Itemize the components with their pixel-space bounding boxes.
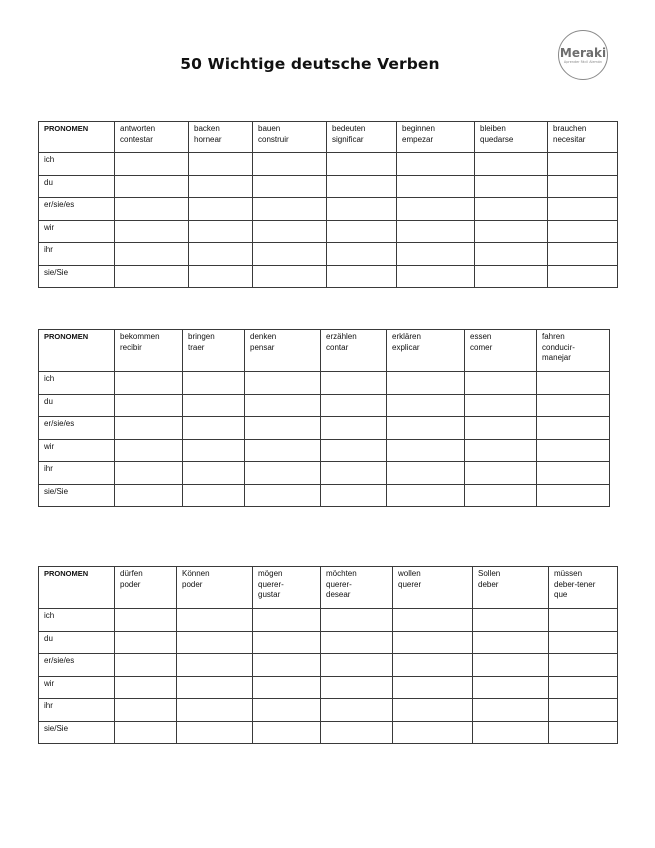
- table-row: [39, 609, 618, 632]
- answer-cell[interactable]: [115, 676, 177, 699]
- verb-spanish: quedarse: [480, 134, 514, 144]
- verb-german: Sollen: [478, 569, 501, 578]
- verb-german: Können: [182, 569, 210, 578]
- answer-cell[interactable]: [253, 198, 327, 221]
- verb-header: [115, 330, 183, 372]
- answer-cell[interactable]: [537, 372, 610, 395]
- pronouns-header: PRONOMEN: [39, 567, 115, 609]
- pronoun-cell: ihr: [39, 243, 115, 266]
- answer-cell[interactable]: [548, 153, 618, 176]
- verb-german: bauen: [258, 124, 281, 133]
- verb-header: [387, 330, 465, 372]
- answer-cell[interactable]: [183, 372, 245, 395]
- answer-cell[interactable]: [115, 484, 183, 507]
- answer-cell[interactable]: [177, 654, 253, 677]
- answer-cell[interactable]: [321, 654, 393, 677]
- pronouns-header: PRONOMEN: [39, 330, 115, 372]
- pronoun-cell: er/sie/es: [39, 654, 115, 677]
- answer-cell[interactable]: [393, 654, 473, 677]
- answer-cell[interactable]: [393, 676, 473, 699]
- verb-header: [115, 567, 177, 609]
- answer-cell[interactable]: [177, 721, 253, 744]
- verb-spanish: deber: [478, 579, 499, 589]
- answer-cell[interactable]: [253, 699, 321, 722]
- verb-german: essen: [470, 332, 492, 341]
- verb-spanish: significar: [332, 134, 364, 144]
- verb-spanish: hornear: [194, 134, 222, 144]
- verb-german: denken: [250, 332, 277, 341]
- table-row: [39, 243, 618, 266]
- answer-cell[interactable]: [183, 394, 245, 417]
- verb-german: beginnen: [402, 124, 435, 133]
- answer-cell[interactable]: [549, 631, 618, 654]
- answer-cell[interactable]: [321, 462, 387, 485]
- pronoun-cell: ich: [39, 153, 115, 176]
- answer-cell[interactable]: [475, 220, 548, 243]
- answer-cell[interactable]: [115, 721, 177, 744]
- pronoun-cell: wir: [39, 439, 115, 462]
- answer-cell[interactable]: [253, 721, 321, 744]
- answer-cell[interactable]: [115, 417, 183, 440]
- verb-header: [327, 122, 397, 153]
- answer-cell[interactable]: [253, 654, 321, 677]
- answer-cell[interactable]: [321, 699, 393, 722]
- verb-header: [465, 330, 537, 372]
- verb-german: müssen: [554, 569, 583, 578]
- pronoun-cell: ich: [39, 372, 115, 395]
- answer-cell[interactable]: [253, 153, 327, 176]
- table-row: [39, 676, 618, 699]
- answer-cell[interactable]: [183, 439, 245, 462]
- answer-cell[interactable]: [253, 676, 321, 699]
- answer-cell[interactable]: [245, 394, 321, 417]
- answer-cell[interactable]: [115, 654, 177, 677]
- verb-header: [189, 122, 253, 153]
- pronoun-cell: ich: [39, 609, 115, 632]
- answer-cell[interactable]: [115, 462, 183, 485]
- answer-cell[interactable]: [253, 609, 321, 632]
- verb-spanish: necesitar: [553, 134, 586, 144]
- answer-cell[interactable]: [327, 175, 397, 198]
- answer-cell[interactable]: [245, 372, 321, 395]
- answer-cell[interactable]: [189, 153, 253, 176]
- answer-cell[interactable]: [321, 631, 393, 654]
- table-row: [39, 631, 618, 654]
- answer-cell[interactable]: [321, 417, 387, 440]
- verb-spanish: contestar: [120, 134, 153, 144]
- answer-cell[interactable]: [321, 484, 387, 507]
- answer-cell[interactable]: [548, 220, 618, 243]
- answer-cell[interactable]: [115, 394, 183, 417]
- verb-header: [548, 122, 618, 153]
- pronoun-cell: du: [39, 175, 115, 198]
- answer-cell[interactable]: [115, 175, 189, 198]
- verb-header: [397, 122, 475, 153]
- answer-cell[interactable]: [177, 631, 253, 654]
- answer-cell[interactable]: [115, 631, 177, 654]
- verb-header: [253, 122, 327, 153]
- verb-table-1: [38, 121, 618, 288]
- table-row: [39, 175, 618, 198]
- table-row: [39, 417, 610, 440]
- verb-spanish: comer: [470, 342, 493, 352]
- answer-cell[interactable]: [253, 265, 327, 288]
- answer-cell[interactable]: [475, 243, 548, 266]
- verb-spanish: poder: [120, 579, 141, 589]
- verb-german: dürfen: [120, 569, 143, 578]
- answer-cell[interactable]: [183, 417, 245, 440]
- pronoun-cell: er/sie/es: [39, 198, 115, 221]
- answer-cell[interactable]: [327, 265, 397, 288]
- table-row: [39, 462, 610, 485]
- answer-cell[interactable]: [253, 631, 321, 654]
- answer-cell[interactable]: [245, 439, 321, 462]
- answer-cell[interactable]: [548, 265, 618, 288]
- answer-cell[interactable]: [549, 699, 618, 722]
- answer-cell[interactable]: [321, 609, 393, 632]
- answer-cell[interactable]: [115, 265, 189, 288]
- verb-header: [475, 122, 548, 153]
- table-row: [39, 220, 618, 243]
- answer-cell[interactable]: [387, 462, 465, 485]
- answer-cell[interactable]: [397, 243, 475, 266]
- answer-cell[interactable]: [115, 699, 177, 722]
- answer-cell[interactable]: [327, 198, 397, 221]
- answer-cell[interactable]: [397, 265, 475, 288]
- answer-cell[interactable]: [115, 439, 183, 462]
- verb-german: antworten: [120, 124, 156, 133]
- verb-header: [245, 330, 321, 372]
- answer-cell[interactable]: [397, 153, 475, 176]
- table-row: [39, 198, 618, 221]
- answer-cell[interactable]: [473, 699, 549, 722]
- verb-german: erklären: [392, 332, 421, 341]
- answer-cell[interactable]: [327, 153, 397, 176]
- table-header-row: [39, 330, 610, 372]
- table-row: [39, 372, 610, 395]
- pronouns-header: PRONOMEN: [39, 122, 115, 153]
- verb-german: fahren: [542, 332, 565, 341]
- verb-german: mögen: [258, 569, 283, 578]
- answer-cell[interactable]: [387, 439, 465, 462]
- verb-spanish: empezar: [402, 134, 434, 144]
- page-title: 50 Wichtige deutsche Verben: [180, 55, 440, 73]
- answer-cell[interactable]: [115, 198, 189, 221]
- answer-cell[interactable]: [475, 198, 548, 221]
- answer-cell[interactable]: [245, 417, 321, 440]
- answer-cell[interactable]: [189, 220, 253, 243]
- table-row: [39, 484, 610, 507]
- answer-cell[interactable]: [397, 220, 475, 243]
- answer-cell[interactable]: [387, 394, 465, 417]
- answer-cell[interactable]: [115, 609, 177, 632]
- answer-cell[interactable]: [475, 265, 548, 288]
- answer-cell[interactable]: [321, 394, 387, 417]
- answer-cell[interactable]: [473, 631, 549, 654]
- verb-header: [177, 567, 253, 609]
- table-row: [39, 265, 618, 288]
- verb-spanish: querer- desear: [326, 579, 352, 599]
- verb-spanish: pensar: [250, 342, 275, 352]
- answer-cell[interactable]: [397, 198, 475, 221]
- answer-cell[interactable]: [387, 484, 465, 507]
- answer-cell[interactable]: [537, 439, 610, 462]
- pronoun-cell: du: [39, 394, 115, 417]
- pronoun-cell: ihr: [39, 462, 115, 485]
- answer-cell[interactable]: [183, 462, 245, 485]
- table-row: [39, 721, 618, 744]
- answer-cell[interactable]: [465, 462, 537, 485]
- table-header-row: [39, 122, 618, 153]
- answer-cell[interactable]: [548, 243, 618, 266]
- answer-cell[interactable]: [473, 721, 549, 744]
- answer-cell[interactable]: [548, 175, 618, 198]
- verb-header: [393, 567, 473, 609]
- answer-cell[interactable]: [321, 721, 393, 744]
- answer-cell[interactable]: [465, 394, 537, 417]
- answer-cell[interactable]: [321, 676, 393, 699]
- verb-header: [183, 330, 245, 372]
- answer-cell[interactable]: [189, 198, 253, 221]
- verb-header: [473, 567, 549, 609]
- answer-cell[interactable]: [473, 654, 549, 677]
- table-row: [39, 699, 618, 722]
- table-row: [39, 394, 610, 417]
- answer-cell[interactable]: [393, 721, 473, 744]
- verb-german: bedeuten: [332, 124, 366, 133]
- answer-cell[interactable]: [465, 417, 537, 440]
- pronoun-cell: du: [39, 631, 115, 654]
- verb-german: bleiben: [480, 124, 506, 133]
- answer-cell[interactable]: [473, 609, 549, 632]
- verb-table-2: [38, 329, 610, 507]
- table-header-row: [39, 567, 618, 609]
- answer-cell[interactable]: [549, 609, 618, 632]
- answer-cell[interactable]: [475, 175, 548, 198]
- verb-header: [115, 122, 189, 153]
- answer-cell[interactable]: [177, 609, 253, 632]
- answer-cell[interactable]: [253, 175, 327, 198]
- verb-spanish: contar: [326, 342, 349, 352]
- pronoun-cell: sie/Sie: [39, 265, 115, 288]
- answer-cell[interactable]: [473, 676, 549, 699]
- answer-cell[interactable]: [387, 372, 465, 395]
- table-row: [39, 153, 618, 176]
- answer-cell[interactable]: [327, 243, 397, 266]
- answer-cell[interactable]: [189, 243, 253, 266]
- answer-cell[interactable]: [548, 198, 618, 221]
- answer-cell[interactable]: [393, 699, 473, 722]
- answer-cell[interactable]: [465, 439, 537, 462]
- answer-cell[interactable]: [115, 220, 189, 243]
- verb-header: [253, 567, 321, 609]
- answer-cell[interactable]: [387, 417, 465, 440]
- pronoun-cell: wir: [39, 676, 115, 699]
- verb-header: [549, 567, 618, 609]
- answer-cell[interactable]: [393, 609, 473, 632]
- answer-cell[interactable]: [397, 175, 475, 198]
- answer-cell[interactable]: [245, 462, 321, 485]
- verb-spanish: querer: [398, 579, 422, 589]
- answer-cell[interactable]: [549, 721, 618, 744]
- answer-cell[interactable]: [475, 153, 548, 176]
- verb-german: erzählen: [326, 332, 357, 341]
- meraki-logo: [558, 30, 608, 80]
- verb-header: [321, 330, 387, 372]
- answer-cell[interactable]: [549, 676, 618, 699]
- answer-cell[interactable]: [537, 417, 610, 440]
- verb-german: bekommen: [120, 332, 160, 341]
- answer-cell[interactable]: [537, 462, 610, 485]
- verb-spanish: construir: [258, 134, 289, 144]
- answer-cell[interactable]: [183, 484, 245, 507]
- verb-spanish: poder: [182, 579, 203, 589]
- verb-german: wollen: [398, 569, 421, 578]
- pronoun-cell: er/sie/es: [39, 417, 115, 440]
- verb-spanish: conducir- manejar: [542, 342, 575, 362]
- answer-cell[interactable]: [115, 243, 189, 266]
- verb-german: brauchen: [553, 124, 587, 133]
- verb-spanish: deber-tener que: [554, 579, 596, 599]
- verb-header: [537, 330, 610, 372]
- verb-table-3: [38, 566, 618, 744]
- verb-spanish: recibir: [120, 342, 142, 352]
- answer-cell[interactable]: [327, 220, 397, 243]
- answer-cell[interactable]: [465, 372, 537, 395]
- answer-cell[interactable]: [549, 654, 618, 677]
- logo-subtitle: Aprender Fácil Alemán: [563, 59, 603, 64]
- answer-cell[interactable]: [321, 439, 387, 462]
- table-row: [39, 439, 610, 462]
- answer-cell[interactable]: [537, 484, 610, 507]
- answer-cell[interactable]: [465, 484, 537, 507]
- answer-cell[interactable]: [253, 243, 327, 266]
- verb-german: bringen: [188, 332, 215, 341]
- verb-spanish: querer- gustar: [258, 579, 284, 599]
- answer-cell[interactable]: [245, 484, 321, 507]
- verb-german: backen: [194, 124, 220, 133]
- answer-cell[interactable]: [177, 676, 253, 699]
- answer-cell[interactable]: [537, 394, 610, 417]
- answer-cell[interactable]: [115, 153, 189, 176]
- logo-text: Meraki: [559, 45, 607, 60]
- answer-cell[interactable]: [321, 372, 387, 395]
- pronoun-cell: sie/Sie: [39, 721, 115, 744]
- answer-cell[interactable]: [393, 631, 473, 654]
- verb-spanish: traer: [188, 342, 205, 352]
- pronoun-cell: wir: [39, 220, 115, 243]
- answer-cell[interactable]: [115, 372, 183, 395]
- pronoun-cell: ihr: [39, 699, 115, 722]
- verb-spanish: explicar: [392, 342, 420, 352]
- answer-cell[interactable]: [177, 699, 253, 722]
- answer-cell[interactable]: [253, 220, 327, 243]
- pronoun-cell: sie/Sie: [39, 484, 115, 507]
- answer-cell[interactable]: [189, 175, 253, 198]
- verb-header: [321, 567, 393, 609]
- verb-german: möchten: [326, 569, 357, 578]
- answer-cell[interactable]: [189, 265, 253, 288]
- table-row: [39, 654, 618, 677]
